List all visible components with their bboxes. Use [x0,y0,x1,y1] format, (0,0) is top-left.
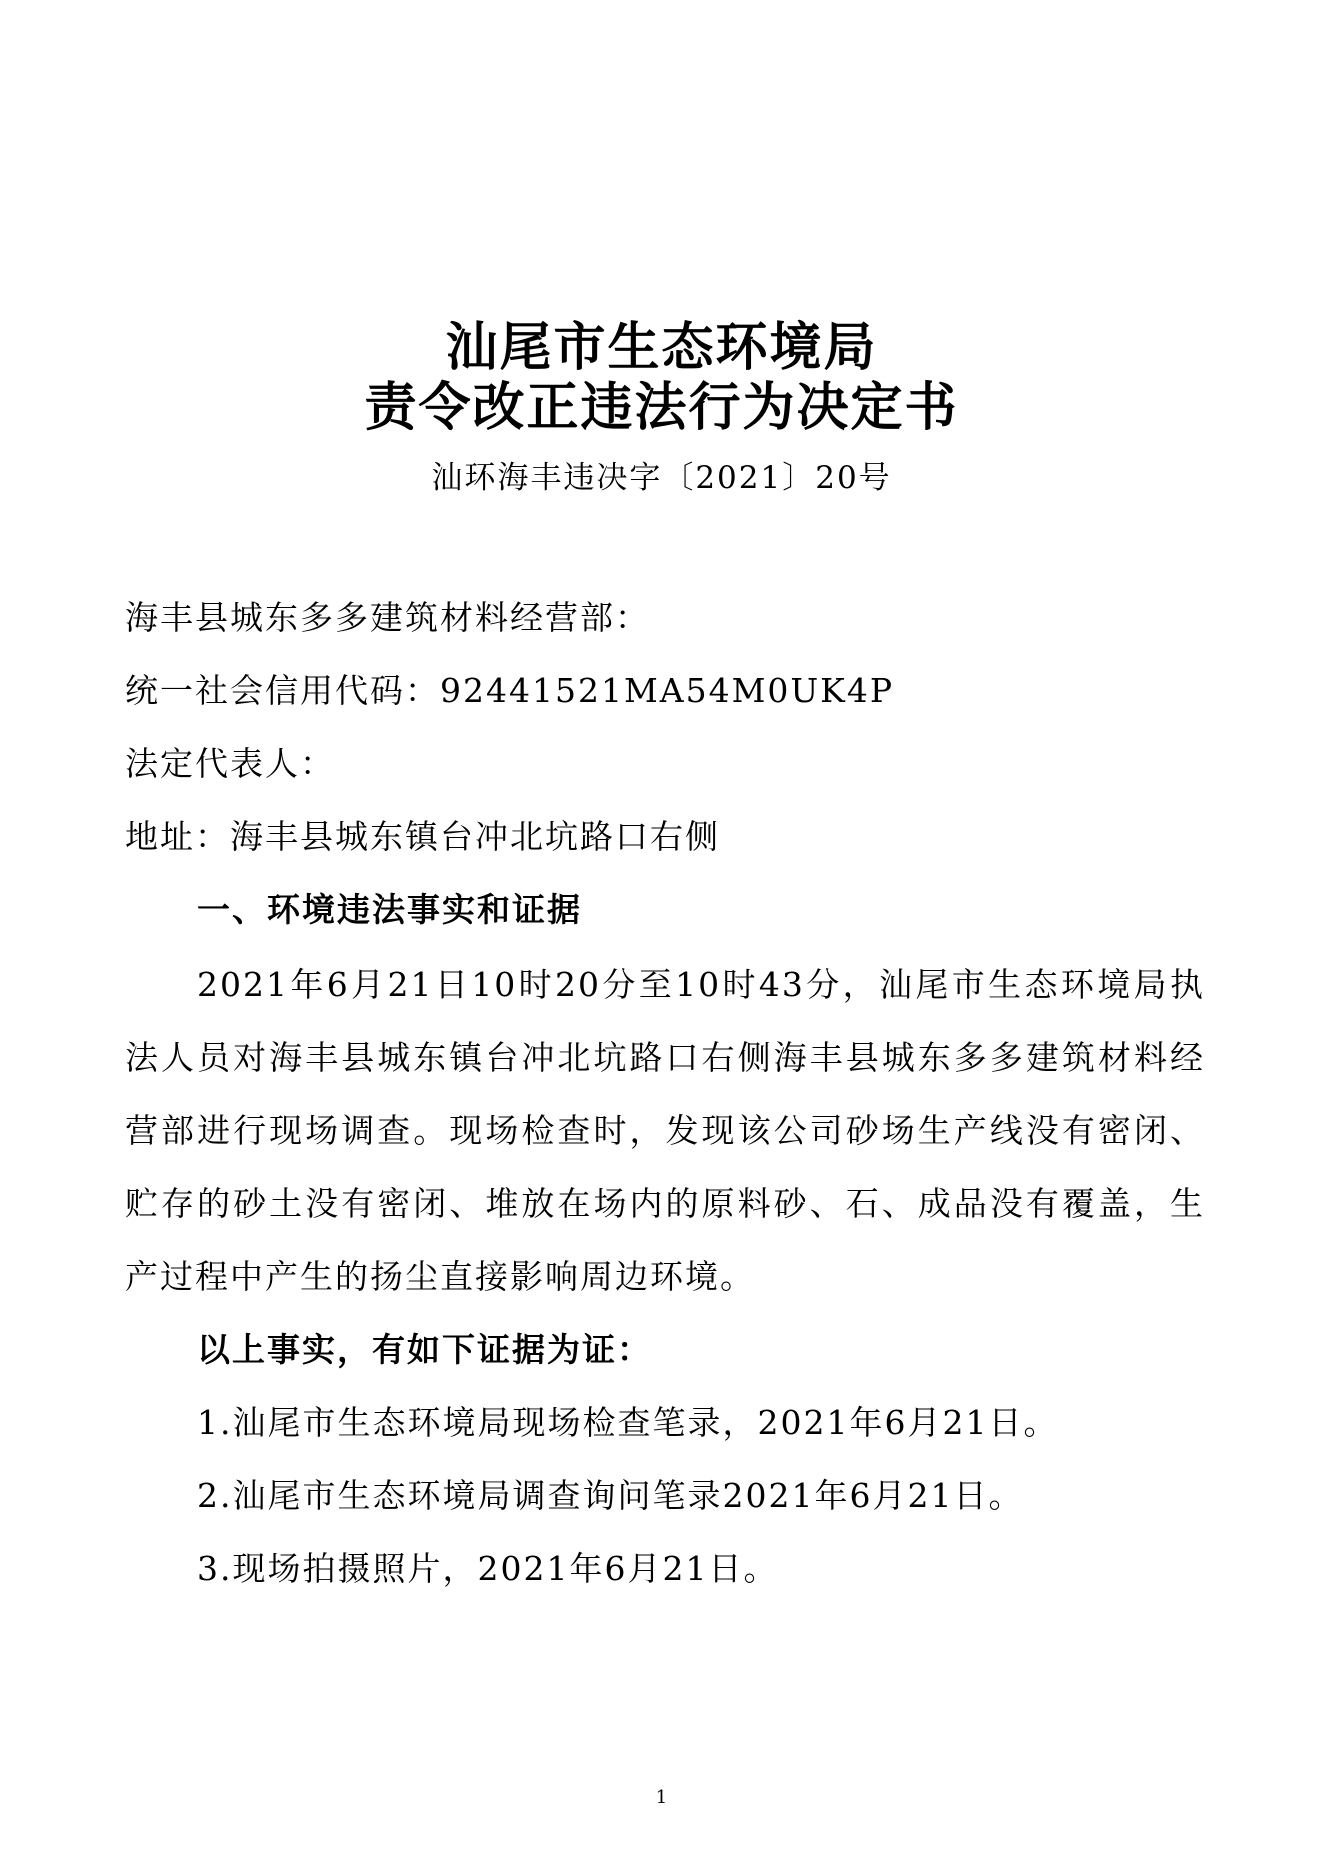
document-number: 汕环海丰违决字〔2021〕20号 [431,460,892,496]
page-number: 1 [655,1787,668,1808]
document-title-line2: 责令改正违法行为决定书 [364,378,959,438]
evidence-item: 2.汕尾市生态环境局调查询问笔录2021年6月21日。 [197,1476,1024,1515]
evidence-item: 1.汕尾市生态环境局现场检查笔录，2021年6月21日。 [197,1403,1059,1442]
credit-code: 统一社会信用代码：92441521MA54M0UK4P [125,671,895,710]
section-heading-facts: 一、环境违法事实和证据 [197,890,582,929]
document-title-line1: 汕尾市生态环境局 [445,318,878,378]
evidence-heading: 以上事实，有如下证据为证： [197,1330,652,1369]
recipient-name: 海丰县城东多多建筑材料经营部： [125,598,650,637]
facts-paragraph: 2021年6月21日10时20分至10时43分，汕尾市生态环境局执法人员对海丰县城东镇台冲北坑路口右侧海丰县城东多多建筑材料经营部进行现场调查。现场检查时，发现该公司砂场生产线没有密闭、贮存的砂土没有密闭、堆放在场内的原料砂、石、成品没有覆盖，生产过程中产生的扬尘直接影响周边环境。 [125,965,1205,1296]
evidence-item: 3.现场拍摄照片，2021年6月21日。 [197,1549,779,1588]
legal-representative: 法定代表人： [125,744,335,783]
recipient-address: 地址：海丰县城东镇台冲北坑路口右侧 [125,817,720,856]
